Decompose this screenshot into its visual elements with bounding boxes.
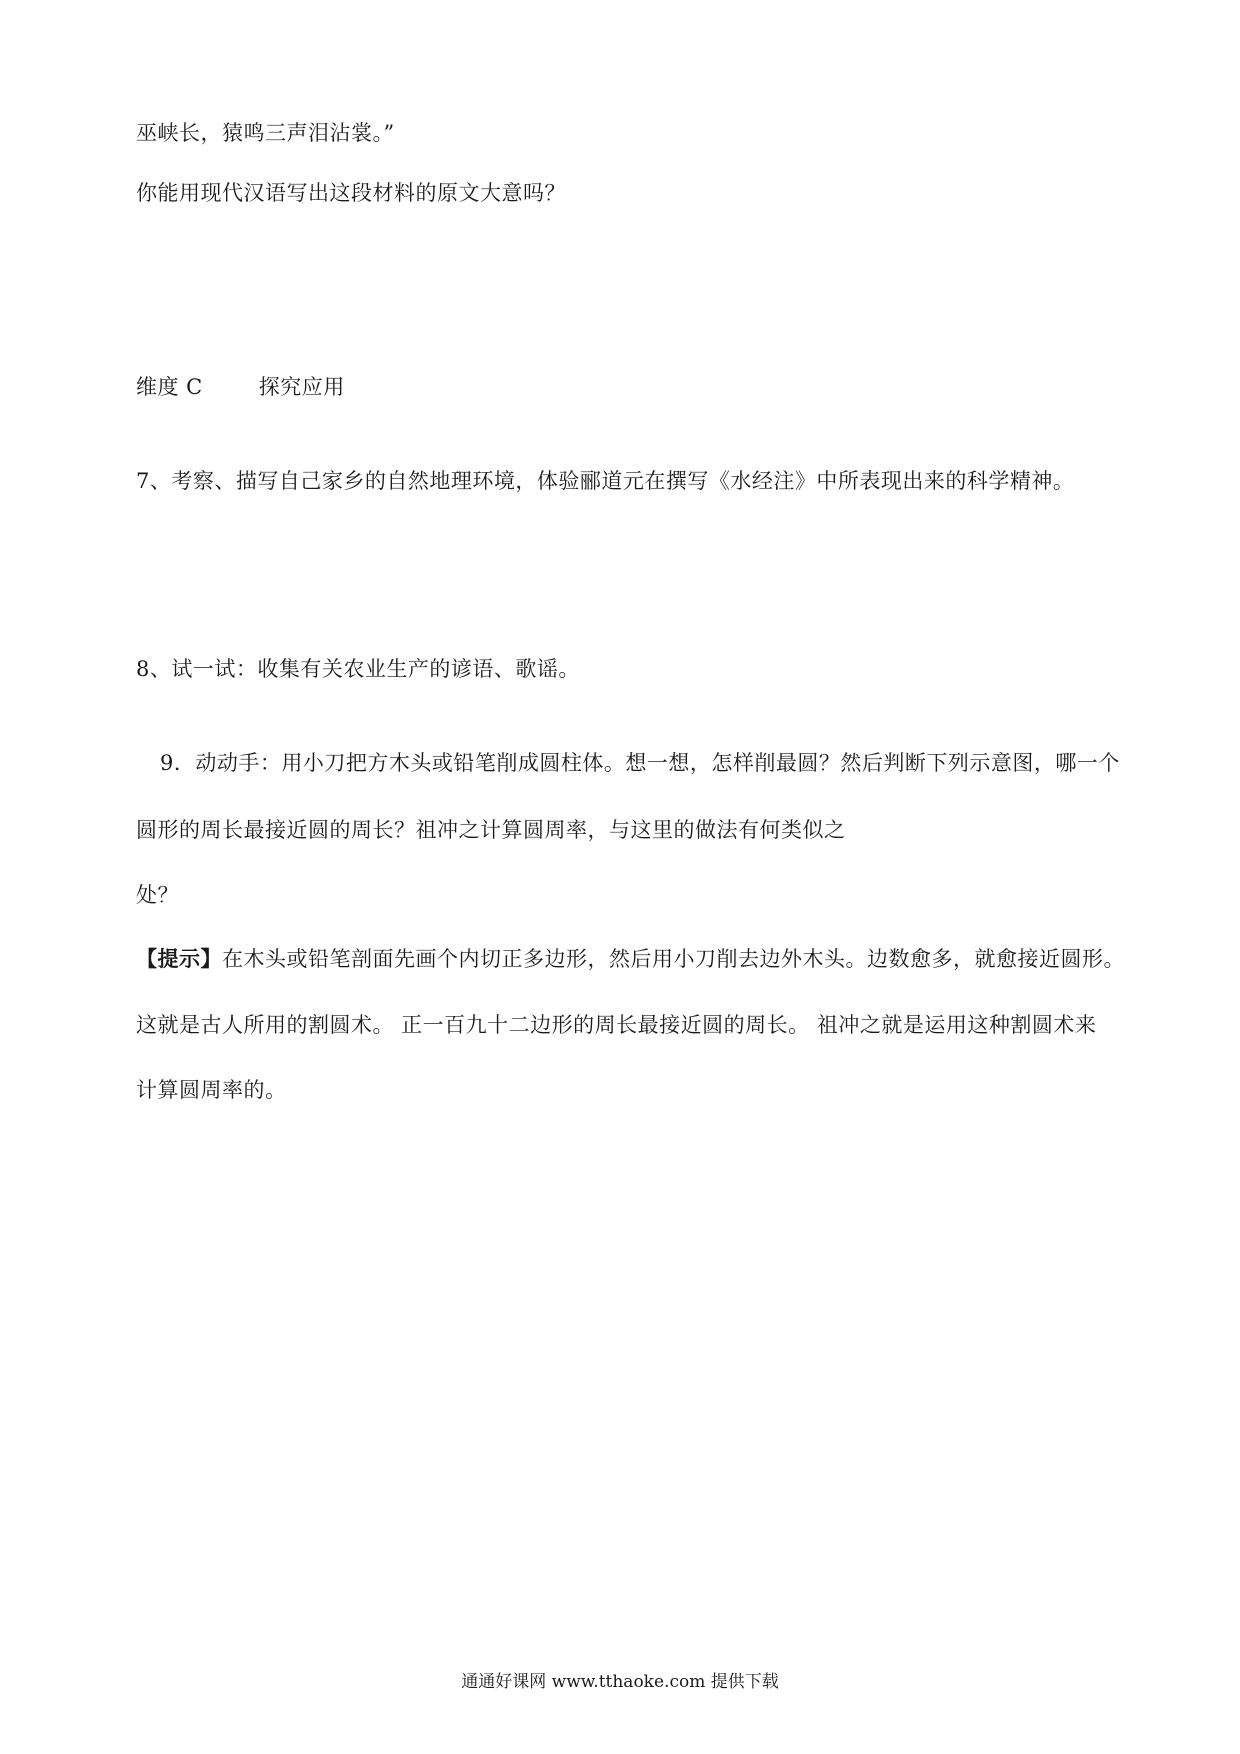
question-7: 7、考察、描写自己家乡的自然地理环境，体验郦道元在撰写《水经注》中所表现出来的科学精神。	[136, 469, 1075, 493]
dimension-c-label: 维度 C	[136, 375, 203, 399]
quote-end-line: 巫峡长，猿鸣三声泪沾裳。”	[136, 121, 395, 145]
tip-text: 在木头或铅笔剖面先画个内切正多边形，然后用小刀削去边外木头。边数愈多，就愈接近圆形。	[222, 947, 1125, 971]
tip-line-1	[136, 944, 1125, 974]
tip-line-3: 计算圆周率的。	[136, 1078, 287, 1102]
question-9-line-1: 9．动动手：用小刀把方木头或铅笔削成圆柱体。想一想，怎样削最圆？然后判断下列示意图，哪一个	[160, 751, 1120, 775]
question-9-line-2: 圆形的周长最接近圆的周长？祖冲之计算圆周率，与这里的做法有何类似之	[136, 818, 846, 842]
question-8: 8、试一试：收集有关农业生产的谚语、歌谣。	[136, 657, 580, 681]
tip-label: 【提示】	[136, 946, 222, 971]
question-9-line-3: 处？	[136, 883, 179, 907]
page-footer: 通通好课网 www.tthaoke.com 提供下载	[461, 1672, 779, 1692]
dimension-c-title: 探究应用	[258, 375, 345, 399]
dimension-c-heading	[136, 372, 345, 402]
tip-line-2: 这就是古人所用的割圆术。 正一百九十二边形的周长最接近圆的周长。 祖冲之就是运用这种割圆术来	[136, 1013, 1097, 1037]
question-6-prompt: 你能用现代汉语写出这段材料的原文大意吗？	[136, 181, 566, 205]
